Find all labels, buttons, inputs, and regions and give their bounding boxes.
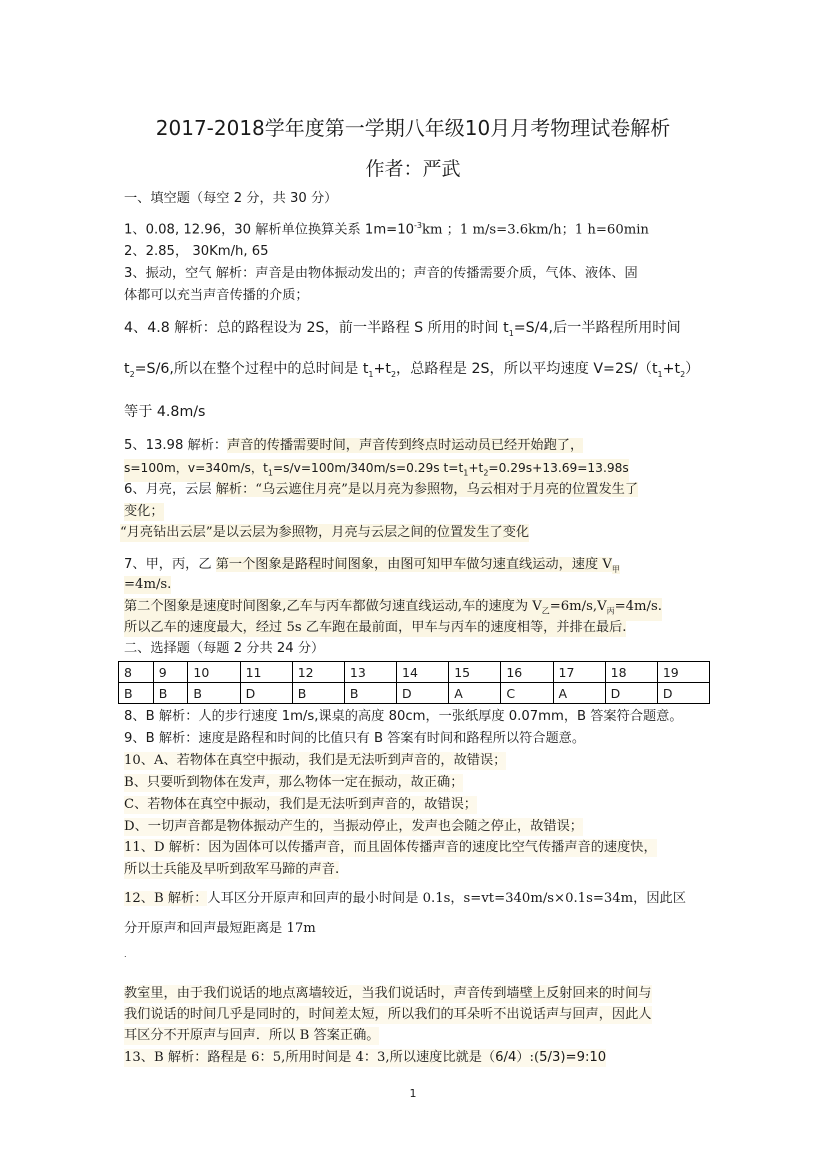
q7-text-c: =4m/s. bbox=[614, 599, 662, 614]
q5-text-a: 5、13.98 解析： bbox=[124, 438, 228, 453]
q13-text-b: ）:( bbox=[516, 1050, 540, 1065]
question-number-cell: 18 bbox=[605, 662, 657, 683]
answer-cell: D bbox=[657, 683, 709, 704]
q1-exponent: -3 bbox=[414, 221, 422, 230]
q7-sub-3: 丙 bbox=[606, 606, 615, 616]
answer-q10-a: 10、A、若物体在真空中振动，我们是无法听到声音的，故错误； bbox=[124, 753, 507, 768]
q4-sub-4: 2 bbox=[390, 369, 397, 379]
answer-cell: A bbox=[449, 683, 501, 704]
answer-q8: 8、B 解析：人的步行速度 1m/s,课桌的高度 80cm，一张纸厚度 0.07mm，B 答案符合题意。 bbox=[124, 709, 683, 724]
answer-q4-line2 bbox=[124, 360, 699, 384]
answer-table bbox=[118, 661, 710, 704]
answer-q6-line3: “月亮钻出云层”是以云层为参照物，月亮与云层之间的位置发生了变化 bbox=[120, 525, 530, 540]
q4-text-g: +t bbox=[662, 361, 681, 377]
answer-q6-line1 bbox=[124, 481, 638, 499]
q1-text-b: km ；1 m/s=3.6km/h；1 h=60min bbox=[421, 222, 649, 238]
answer-q5-line2 bbox=[124, 459, 629, 482]
answer-q5-line1 bbox=[124, 437, 583, 455]
answer-q10-b: B、只要听到物体在发声，那么物体一定在振动，故正确； bbox=[124, 775, 464, 790]
document-title: 2017-2018学年度第一学期八年级10月月考物理试卷解析 bbox=[155, 116, 671, 140]
q4-text-e: +t bbox=[373, 361, 391, 377]
question-number-cell: 9 bbox=[153, 662, 188, 683]
answer-q12-line5: 耳区分不开原声与回声．所以 B 答案正确。 bbox=[124, 1028, 380, 1043]
q13-fraction-1: 6/4 bbox=[495, 1050, 517, 1065]
q4-sub-3: 1 bbox=[368, 369, 374, 379]
answer-q12-line1 bbox=[124, 890, 686, 908]
q4-sub-1: 1 bbox=[508, 328, 514, 338]
q5-text-c: =s/v=100m/340m/s=0.29s t=t bbox=[272, 461, 464, 475]
q7-sub-1: 甲 bbox=[611, 564, 620, 574]
answer-q12-line3: 教室里，由于我们说话的地点离墙较近，当我们说话时，声音传到墙壁上反射回来的时间与 bbox=[124, 986, 652, 1001]
q7-text-a: 第二个图象是速度时间图象,乙车与丙车都做匀速直线运动,车的速度为 V bbox=[124, 599, 542, 614]
answer-q11-line1: 11、D 解析：因为固体可以传播声音，而且固体传播声音的速度比空气传播声音的速度快， bbox=[124, 840, 657, 855]
q3-answer: 3、振动，空气 bbox=[124, 266, 216, 281]
q4-text-a: 4、4.8 解析：总的路程设为 2S，前一半路程 S 所用的时间 t bbox=[124, 320, 509, 336]
q1-text-a: 1、0.08, 12.96，30 解析单位换算关系 1m=10 bbox=[124, 222, 414, 238]
answer-q2: 2、2.85， 30Km/h, 65 bbox=[124, 244, 269, 259]
page-number: 1 bbox=[409, 1087, 417, 1100]
q13-text-a: 13、B 解析：路程是 6：5,所用时间是 4：3,所以速度比就是（ bbox=[124, 1050, 496, 1065]
question-number-cell: 8 bbox=[119, 662, 154, 683]
section-heading-multiple-choice: 二、选择题（每题 2 分共 24 分） bbox=[124, 641, 325, 656]
q5-text-b: s=100m，v=340m/s，t bbox=[124, 461, 268, 475]
answer-cell: B bbox=[344, 683, 396, 704]
answer-q11-line2: 所以士兵能及早听到敌军马蹄的声音. bbox=[124, 862, 340, 877]
q4-sub-2: 2 bbox=[129, 369, 135, 379]
answer-table-answer-row bbox=[119, 683, 710, 704]
q5-text-e: =0.29s+13.69=13.98s bbox=[488, 461, 629, 475]
q5-sub-2: 1 bbox=[463, 468, 469, 478]
q13-fraction-2: 5/3 bbox=[539, 1050, 561, 1065]
answer-q4-line3: 等于 4.8m/s bbox=[124, 404, 206, 420]
question-number-cell: 11 bbox=[240, 662, 292, 683]
answer-q3-line1 bbox=[124, 265, 638, 283]
document-author: 作者：严武 bbox=[365, 158, 461, 180]
answer-q10-c: C、若物体在真空中振动，我们是无法听到声音的，故错误； bbox=[124, 797, 477, 812]
q4-text-h: ） bbox=[685, 361, 700, 377]
q4-sub-6: 2 bbox=[680, 369, 686, 379]
answer-q7-line2: =4m/s. bbox=[124, 577, 172, 592]
answer-cell: B bbox=[292, 683, 344, 704]
q7-sub-2: 乙 bbox=[541, 606, 550, 616]
answer-cell: D bbox=[605, 683, 657, 704]
answer-q3-line2: 体都可以充当声音传播的介质； bbox=[124, 288, 309, 303]
q7-answer: 7、甲，丙，乙 bbox=[124, 557, 216, 572]
q13-text-c: )=9:10 bbox=[560, 1050, 607, 1065]
q7-explanation-a: 第一个图象是路程时间图象，由图可知甲车做匀速直线运动，速度 V bbox=[215, 557, 612, 572]
answer-q12-line4: 我们说话的时间几乎是同时的，时间差太短，所以我们的耳朵听不出说话声与回声，因此人 bbox=[124, 1007, 652, 1022]
q12-answer: 12、B 解析： bbox=[124, 891, 208, 906]
question-number-cell: 17 bbox=[553, 662, 605, 683]
q12-explanation: 人耳区分开原声和回声的最小时间是 0.1s，s=vt=340m/s×0.1s=34m，因此区 bbox=[207, 891, 686, 906]
question-number-cell: 19 bbox=[657, 662, 709, 683]
answer-cell: A bbox=[553, 683, 605, 704]
answer-q10-d: D、一切声音都是物体振动产生的，当振动停止，发声也会随之停止，故错误； bbox=[124, 819, 583, 834]
q4-text-c: t bbox=[124, 361, 130, 377]
q3-explanation: 解析：声音是由物体振动发出的；声音的传播需要介质，气体、液体、固 bbox=[215, 266, 638, 281]
q5-explanation: 声音的传播需要时间，声音传到终点时运动员已经开始跑了， bbox=[227, 438, 584, 453]
q6-explanation: 解析：“乌云遮住月亮”是以月亮为参照物，乌云相对于月亮的位置发生了 bbox=[215, 482, 639, 497]
answer-q7-line4: 所以乙车的速度最大，经过 5s 乙车跑在最前面，甲车与丙车的速度相等，并排在最后. bbox=[124, 620, 627, 635]
answer-cell: B bbox=[119, 683, 154, 704]
answer-q6-line2: 变化； bbox=[124, 504, 164, 519]
q5-text-d: +t bbox=[468, 461, 484, 475]
question-number-cell: 10 bbox=[188, 662, 240, 683]
answer-q7-line1 bbox=[124, 556, 620, 579]
answer-cell: D bbox=[397, 683, 449, 704]
answer-cell: B bbox=[153, 683, 188, 704]
answer-q12-line2: 分开原声和回声最短距离是 17m bbox=[124, 921, 316, 936]
answer-q4-line1 bbox=[124, 319, 681, 343]
answer-q13 bbox=[124, 1049, 606, 1067]
question-number-cell: 12 bbox=[292, 662, 344, 683]
answer-q9: 9、B 解析：速度是路程和时间的比值只有 B 答案有时间和路程所以符合题意。 bbox=[124, 731, 586, 746]
q4-text-d: =S/6,所以在整个过程中的总时间是 t bbox=[134, 361, 369, 377]
q7-text-b: =6m/s,V bbox=[549, 599, 607, 614]
answer-table-number-row bbox=[119, 662, 710, 683]
question-number-cell: 15 bbox=[449, 662, 501, 683]
answer-q7-line3 bbox=[124, 598, 662, 621]
q4-text-f: ，总路程是 2S，所以平均速度 V=2S/（t bbox=[396, 361, 658, 377]
answer-q1 bbox=[124, 217, 649, 239]
answer-cell: B bbox=[188, 683, 240, 704]
q4-text-b: =S/4,后一半路程所用时间 bbox=[513, 320, 681, 336]
question-number-cell: 14 bbox=[397, 662, 449, 683]
question-number-cell: 16 bbox=[501, 662, 553, 683]
stray-mark: . bbox=[124, 950, 127, 959]
q5-sub-3: 2 bbox=[483, 468, 489, 478]
answer-cell: D bbox=[240, 683, 292, 704]
q4-sub-5: 1 bbox=[657, 369, 663, 379]
question-number-cell: 13 bbox=[344, 662, 396, 683]
section-heading-fill-blank: 一、填空题（每空 2 分，共 30 分） bbox=[124, 191, 338, 206]
q5-sub-1: 1 bbox=[267, 468, 273, 478]
q6-answer: 6、月亮，云层 bbox=[124, 482, 216, 497]
answer-cell: C bbox=[501, 683, 553, 704]
